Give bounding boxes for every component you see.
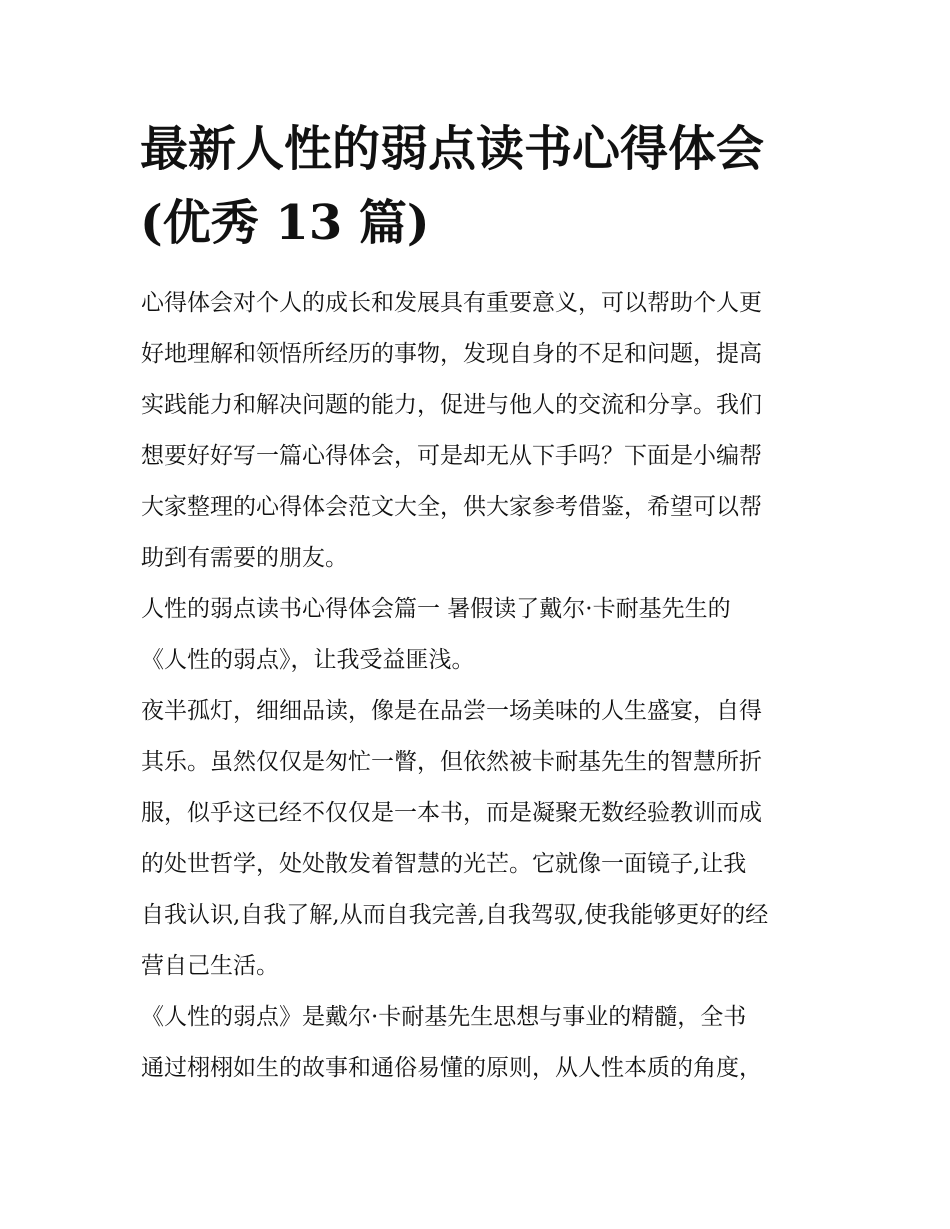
body-line: 其乐。虽然仅仅是匆忙一瞥，但依然被卡耐基先生的智慧所折 bbox=[141, 749, 762, 775]
body-line: 助到有需要的朋友。 bbox=[141, 545, 348, 571]
body-line: 人性的弱点读书心得体会篇一 暑假读了戴尔·卡耐基先生的 bbox=[141, 596, 731, 622]
body-line: 自我认识,自我了解,从而自我完善,自我驾驭,使我能够更好的经 bbox=[141, 902, 769, 928]
body-line: 通过栩栩如生的故事和通俗易懂的原则，从人性本质的角度， bbox=[141, 1055, 762, 1081]
body-line: 想要好好写一篇心得体会，可是却无从下手吗？下面是小编帮 bbox=[141, 443, 762, 469]
body-line: 大家整理的心得体会范文大全，供大家参考借鉴，希望可以帮 bbox=[141, 494, 762, 520]
body-line: 营自己生活。 bbox=[141, 953, 279, 979]
body-line: 《人性的弱点》是戴尔·卡耐基先生思想与事业的精髓，全书 bbox=[141, 1004, 747, 1030]
title-line: 最新人性的弱点读书心得体会 bbox=[140, 121, 765, 177]
body-line: 心得体会对个人的成长和发展具有重要意义，可以帮助个人更 bbox=[141, 290, 762, 316]
body-line: 好地理解和领悟所经历的事物，发现自身的不足和问题，提高 bbox=[141, 341, 762, 367]
title-line: (优秀 13 篇) bbox=[140, 195, 430, 251]
body-line: 的处世哲学，处处散发着智慧的光芒。它就像一面镜子,让我 bbox=[141, 851, 747, 877]
body-line: 实践能力和解决问题的能力，促进与他人的交流和分享。我们 bbox=[141, 392, 762, 418]
document-title bbox=[140, 112, 820, 260]
body-line: 《人性的弱点》，让我受益匪浅。 bbox=[141, 647, 475, 673]
body-line: 服，似乎这已经不仅仅是一本书，而是凝聚无数经验教训而成 bbox=[141, 800, 762, 826]
body-line: 夜半孤灯，细细品读，像是在品尝一场美味的人生盛宴，自得 bbox=[141, 698, 762, 724]
